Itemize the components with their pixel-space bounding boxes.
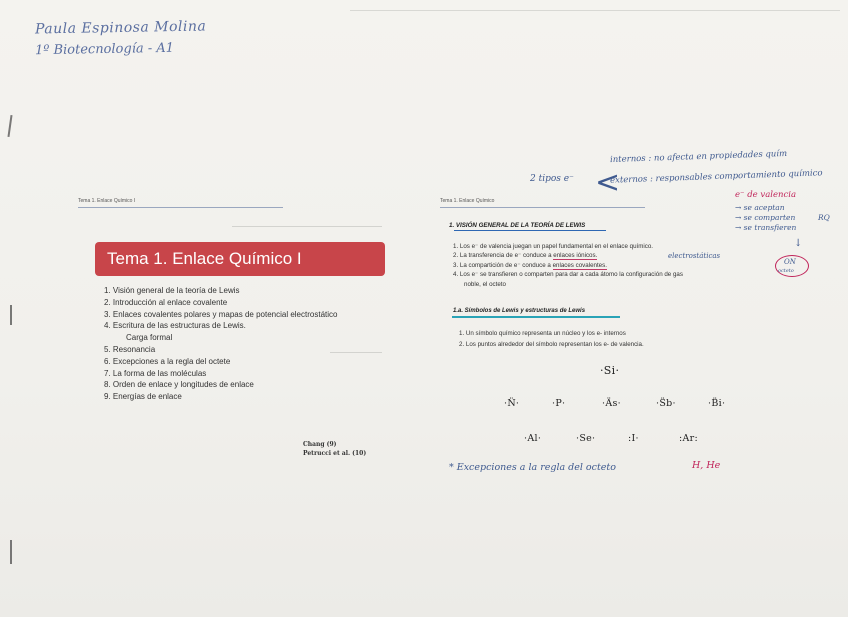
oval-octeto: octeto	[778, 268, 794, 274]
section1a-underline	[452, 316, 620, 318]
section1-heading: 1. VISIÓN GENERAL DE LA TEORÍA DE LEWIS	[449, 222, 586, 229]
toc-item: 5. Resonancia	[104, 344, 156, 354]
lewis-p: ·P·	[552, 398, 566, 409]
note-externos: externos : responsables comportamiento químico	[609, 168, 823, 186]
slide1-toc	[104, 285, 337, 403]
margin-mark	[7, 115, 12, 137]
note-rq: RQ	[818, 213, 830, 222]
faint-line	[350, 10, 840, 11]
toc-item: 7. La forma de las moléculas	[104, 368, 207, 378]
toc-item: 3. Enlaces covalentes polares y mapas de potencial electrostático	[104, 309, 338, 319]
lewis-bi: ·B̈i·	[708, 398, 726, 409]
margin-mark	[10, 540, 12, 564]
note-dos-tipos: 2 tipos e⁻	[530, 174, 574, 184]
point	[453, 251, 683, 260]
point: 1. Los e⁻ de valencia juegan un papel fundamental en el enlace químico.	[453, 243, 654, 250]
point: 4. Los e⁻ se transfieren o comparten para dar a cada átomo la configuración de gas	[453, 271, 683, 279]
reference: Petrucci et al. (10)	[303, 450, 367, 457]
student-name: Paula Espinosa Molina	[34, 18, 207, 38]
section1-underline	[454, 230, 606, 231]
highlight-covalent: enlaces covalentes.	[552, 261, 607, 269]
toc-item: 1. Visión general de la teoría de Lewis	[104, 286, 240, 295]
note-se-transfieren: → se transfieren	[735, 223, 797, 232]
slide1-header-line	[78, 207, 283, 208]
point: noble, el octeto	[464, 280, 506, 288]
lewis-al: ·Al·	[524, 433, 542, 444]
toc-item: 9. Energías de enlace	[104, 392, 182, 402]
section1-points	[453, 242, 683, 289]
point: 1. Un símbolo químico representa un núcleo y los e- internos	[459, 330, 626, 337]
section1a-points	[459, 328, 644, 350]
slide2-header-line	[440, 207, 645, 208]
toc-item: Carga formal	[126, 333, 173, 343]
brace: <	[595, 165, 621, 200]
point-text: 2. La transferencia de e⁻ conduce a	[453, 252, 554, 260]
faint-line	[330, 352, 382, 353]
lewis-se: ·Se·	[576, 433, 596, 444]
note-electrostaticas: electrostáticas	[668, 252, 721, 260]
lewis-sb: ·S̈b·	[656, 398, 676, 409]
slide2-header: Tema 1. Enlace Químico	[440, 198, 495, 204]
lewis-si: ·Si·	[600, 364, 620, 377]
course-label: 1º Biotecnología - A1	[34, 40, 175, 59]
point-text: 3. La compartición de e⁻ conduce a	[453, 261, 553, 269]
note-internos: internos : no afecta en propiedades quím	[609, 148, 788, 166]
note-se-comparten: → se comparten	[735, 213, 796, 222]
oval-label: ON	[784, 258, 796, 266]
toc-item: 2. Introducción al enlace covalente	[104, 297, 228, 307]
note-valencia: e⁻ de valencia	[735, 190, 797, 200]
faint-line	[232, 226, 382, 227]
slide1-references	[303, 440, 366, 458]
reference: Chang (9)	[303, 441, 337, 448]
lewis-n: ·N̈·	[504, 398, 520, 409]
margin-mark	[10, 305, 12, 325]
note-excepciones: * Excepciones a la regla del octeto	[449, 462, 616, 473]
toc-item: 4. Escritura de las estructuras de Lewis.	[104, 321, 246, 331]
highlight-ionic: enlaces iónicos.	[553, 252, 598, 260]
note-h-he: H, He	[692, 460, 721, 471]
note-se-aceptan: → se aceptan	[735, 203, 785, 212]
slide1-header: Tema 1. Enlace Químico I	[78, 198, 136, 204]
point	[453, 261, 683, 270]
lewis-i: :I·	[628, 433, 639, 444]
lewis-ar: :Ar:	[679, 433, 699, 444]
section1a-heading: 1.a. Símbolos de Lewis y estructuras de Lewis	[453, 308, 586, 314]
arrow-down-icon: ↓	[794, 238, 803, 249]
toc-item: 6. Excepciones a la regla del octete	[104, 356, 231, 366]
slide1-title-banner: Tema 1. Enlace Químico I	[95, 242, 385, 276]
point: 2. Los puntos alrededor del símbolo representan los e- de valencia.	[459, 341, 644, 348]
lewis-as: ·Äs·	[602, 398, 621, 409]
toc-item: 8. Orden de enlace y longitudes de enlace	[104, 380, 254, 390]
